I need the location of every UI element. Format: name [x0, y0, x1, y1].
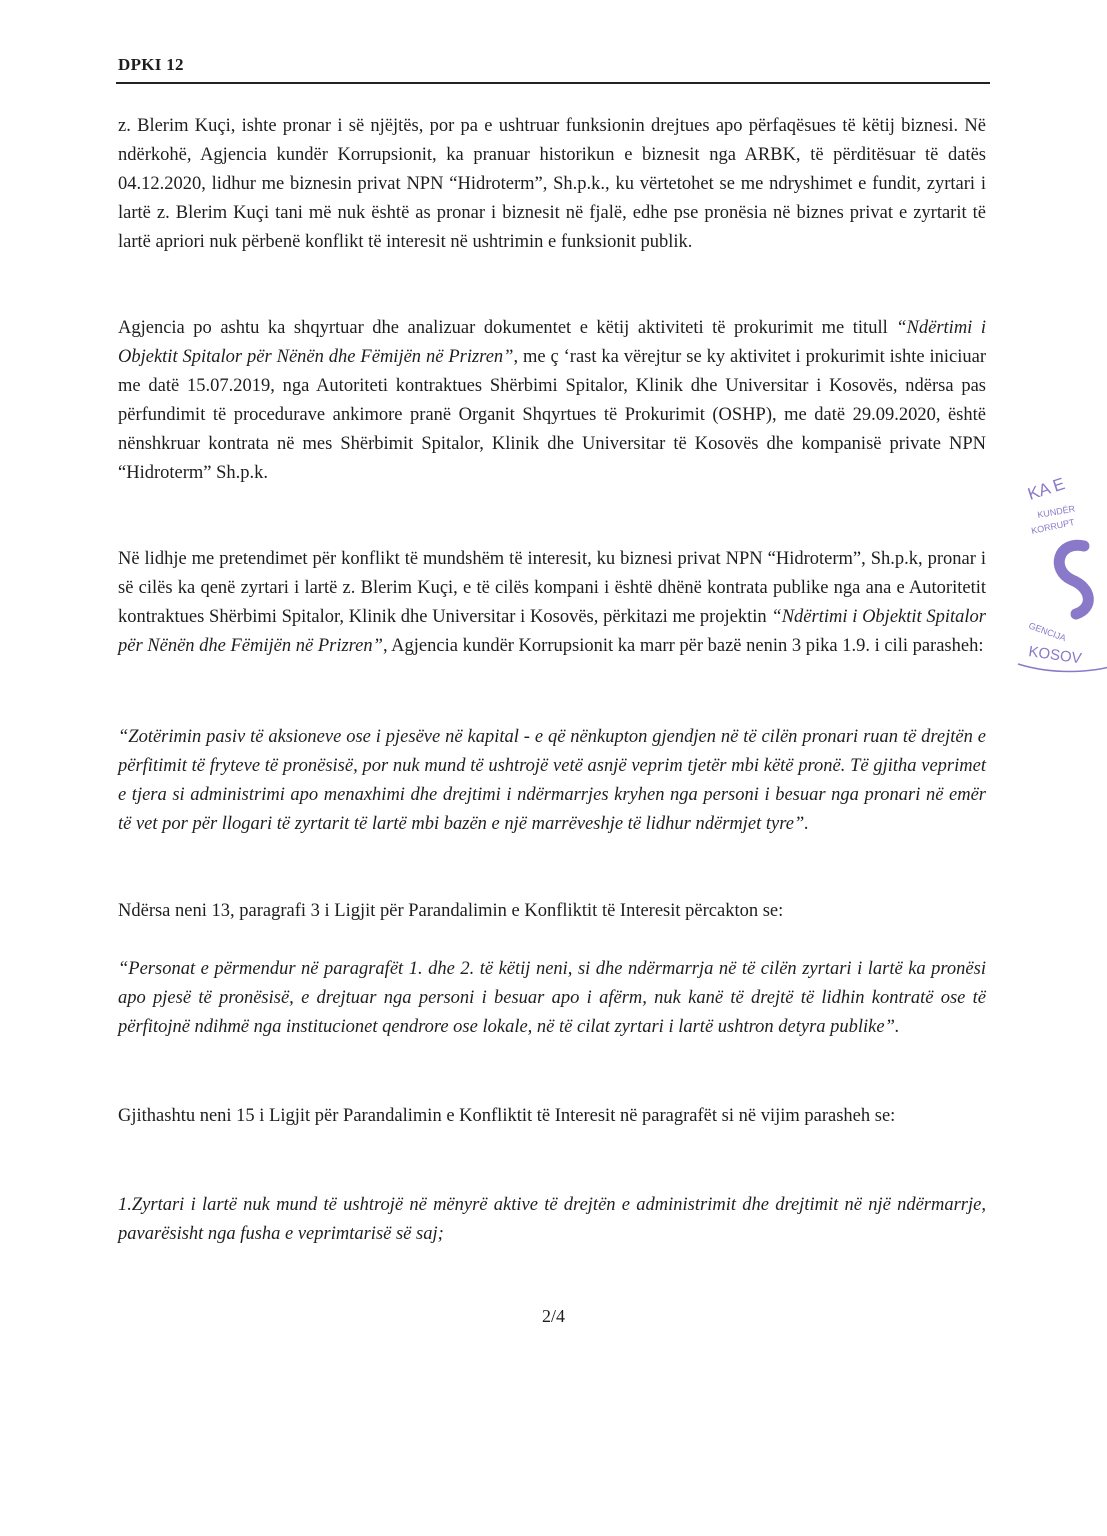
paragraph-2-title: “Ndërtimi i Objektit Spitalor për Nënën dhe Fëmijën në Prizren” — [118, 318, 986, 367]
svg-text:GENCIJA: GENCIJA — [1027, 620, 1068, 644]
quote-article-3: “Zotërimin pasiv të aksioneve ose i pjesëve në kapital - e që nënkupton gjendjen në të cilën pronari ruan të drejtën e përfitimit të fryteve të pronësisë, por nuk mund të ushtrojë vetë asnjë veprim tjetër mbi këtë pronë. Të gjitha veprimet e tjera si administrimi apo menaxhimi dhe drejtimi i ndërmarrjes kryhen nga personi i besuar nga pronari në emër të vet por për llogari të zyrtarit të lartë mbi bazën e një marrëveshje të lidhur ndërmjet tyre”. — [118, 727, 986, 834]
paragraph-3 — [118, 545, 986, 661]
svg-text:KA E: KA E — [1025, 474, 1068, 504]
svg-text:KORRUPT: KORRUPT — [1030, 517, 1076, 536]
agency-stamp — [1010, 468, 1107, 678]
paragraph-3-text-a: Në lidhje me pretendimet për konflikt të mundshëm të interesit, ku biznesi privat NPN “Hidroterm”, Sh.p.k, pronar i së cilës ka qenë zyrtari i lartë z. Blerim Kuçi, e të cilës kompani i është dhënë kontrata publike nga ana e Autoritetit kontraktues Shërbimi Spitalor, Klinik dhe Universitar i Kosovës, përkitazi me projektin — [118, 549, 986, 627]
paragraph-2 — [118, 314, 986, 488]
header-divider — [116, 82, 990, 84]
paragraph-4: Ndërsa neni 13, paragrafi 3 i Ligjit për Parandalimin e Konfliktit të Interesit përcakton se: — [118, 901, 784, 921]
paragraph-1: z. Blerim Kuçi, ishte pronar i së njëjtës, por pa e ushtruar funksionin drejtues apo përfaqësues të këtij biznesi. Në ndërkohë, Agjencia kundër Korrupsionit, ka pranuar historikun e biznesit nga ARBK, të përditësuar të datës 04.12.2020, lidhur me biznesin privat NPN “Hidroterm”, Sh.p.k., ku vërtetohet se me ndryshimet e fundit, zyrtari i lartë z. Blerim Kuçi tani më nuk është as pronar i biznesit në fjalë, edhe pse pronësia në biznes privat e zyrtarit të lartë apriori nuk përbenë konflikt të interesit në ushtrimin e funksionit publik. — [118, 116, 986, 252]
page-number: 2/4 — [541, 1306, 565, 1326]
quote-article-13: “Personat e përmendur në paragrafët 1. dhe 2. të këtij neni, si dhe ndërmarrja në të cilën zyrtari i lartë ka pronësi apo pjesë të pronësisë, e drejtuar nga personi i besuar apo i afërm, nuk kanë të drejtë të lidhin kontratë ose të përfitojnë ndihmë nga institucionet qendrore ose lokale, në të cilat zyrtari i lartë ushtron detyra publike”. — [118, 959, 986, 1037]
paragraph-3-text-b: , Agjencia kundër Korrupsionit ka marr për bazë nenin 3 pika 1.9. i cili parasheh: — [382, 636, 984, 656]
paragraph-3-title: “Ndërtimi i Objektit Spitalor për Nënën dhe Fëmijën në Prizren” — [118, 607, 987, 656]
svg-text:KUNDËR: KUNDËR — [1036, 503, 1076, 520]
document-header-label: DPKI 12 — [118, 55, 184, 74]
paragraph-2-text-a: Agjencia po ashtu ka shqyrtuar dhe analizuar dokumentet e këtij aktiviteti të prokurimit me titull — [118, 318, 897, 338]
paragraph-2-text-b: , me ç ‘rast ka vërejtur se ky aktivitet i prokurimit ishte iniciuar me datë 15.07.2019, nga Autoriteti kontraktues Shërbimi Spitalor, Klinik dhe Universitar i Kosovës, ndërsa pas përfundimit të procedurave ankimore pranë Organit Shqyrtues të Prokurimit (OSHP), me datë 29.09.2020, është nënshkruar kontrata në mes Shërbimit Spitalor, Klinik dhe Universitar të Kosovës dhe kompanisë private NPN “Hidroterm” Sh.p.k. — [118, 347, 986, 483]
svg-text:KOSOV: KOSOV — [1027, 643, 1083, 668]
list-item-1: 1.Zyrtari i lartë nuk mund të ushtrojë në mënyrë aktive të drejtën e administrimit dhe drejtimit në një ndërmarrje, pavarësisht nga fusha e veprimtarisë së saj; — [118, 1195, 986, 1244]
paragraph-5: Gjithashtu neni 15 i Ligjit për Parandalimin e Konfliktit të Interesit në paragrafët si në vijim parasheh se: — [118, 1106, 896, 1126]
